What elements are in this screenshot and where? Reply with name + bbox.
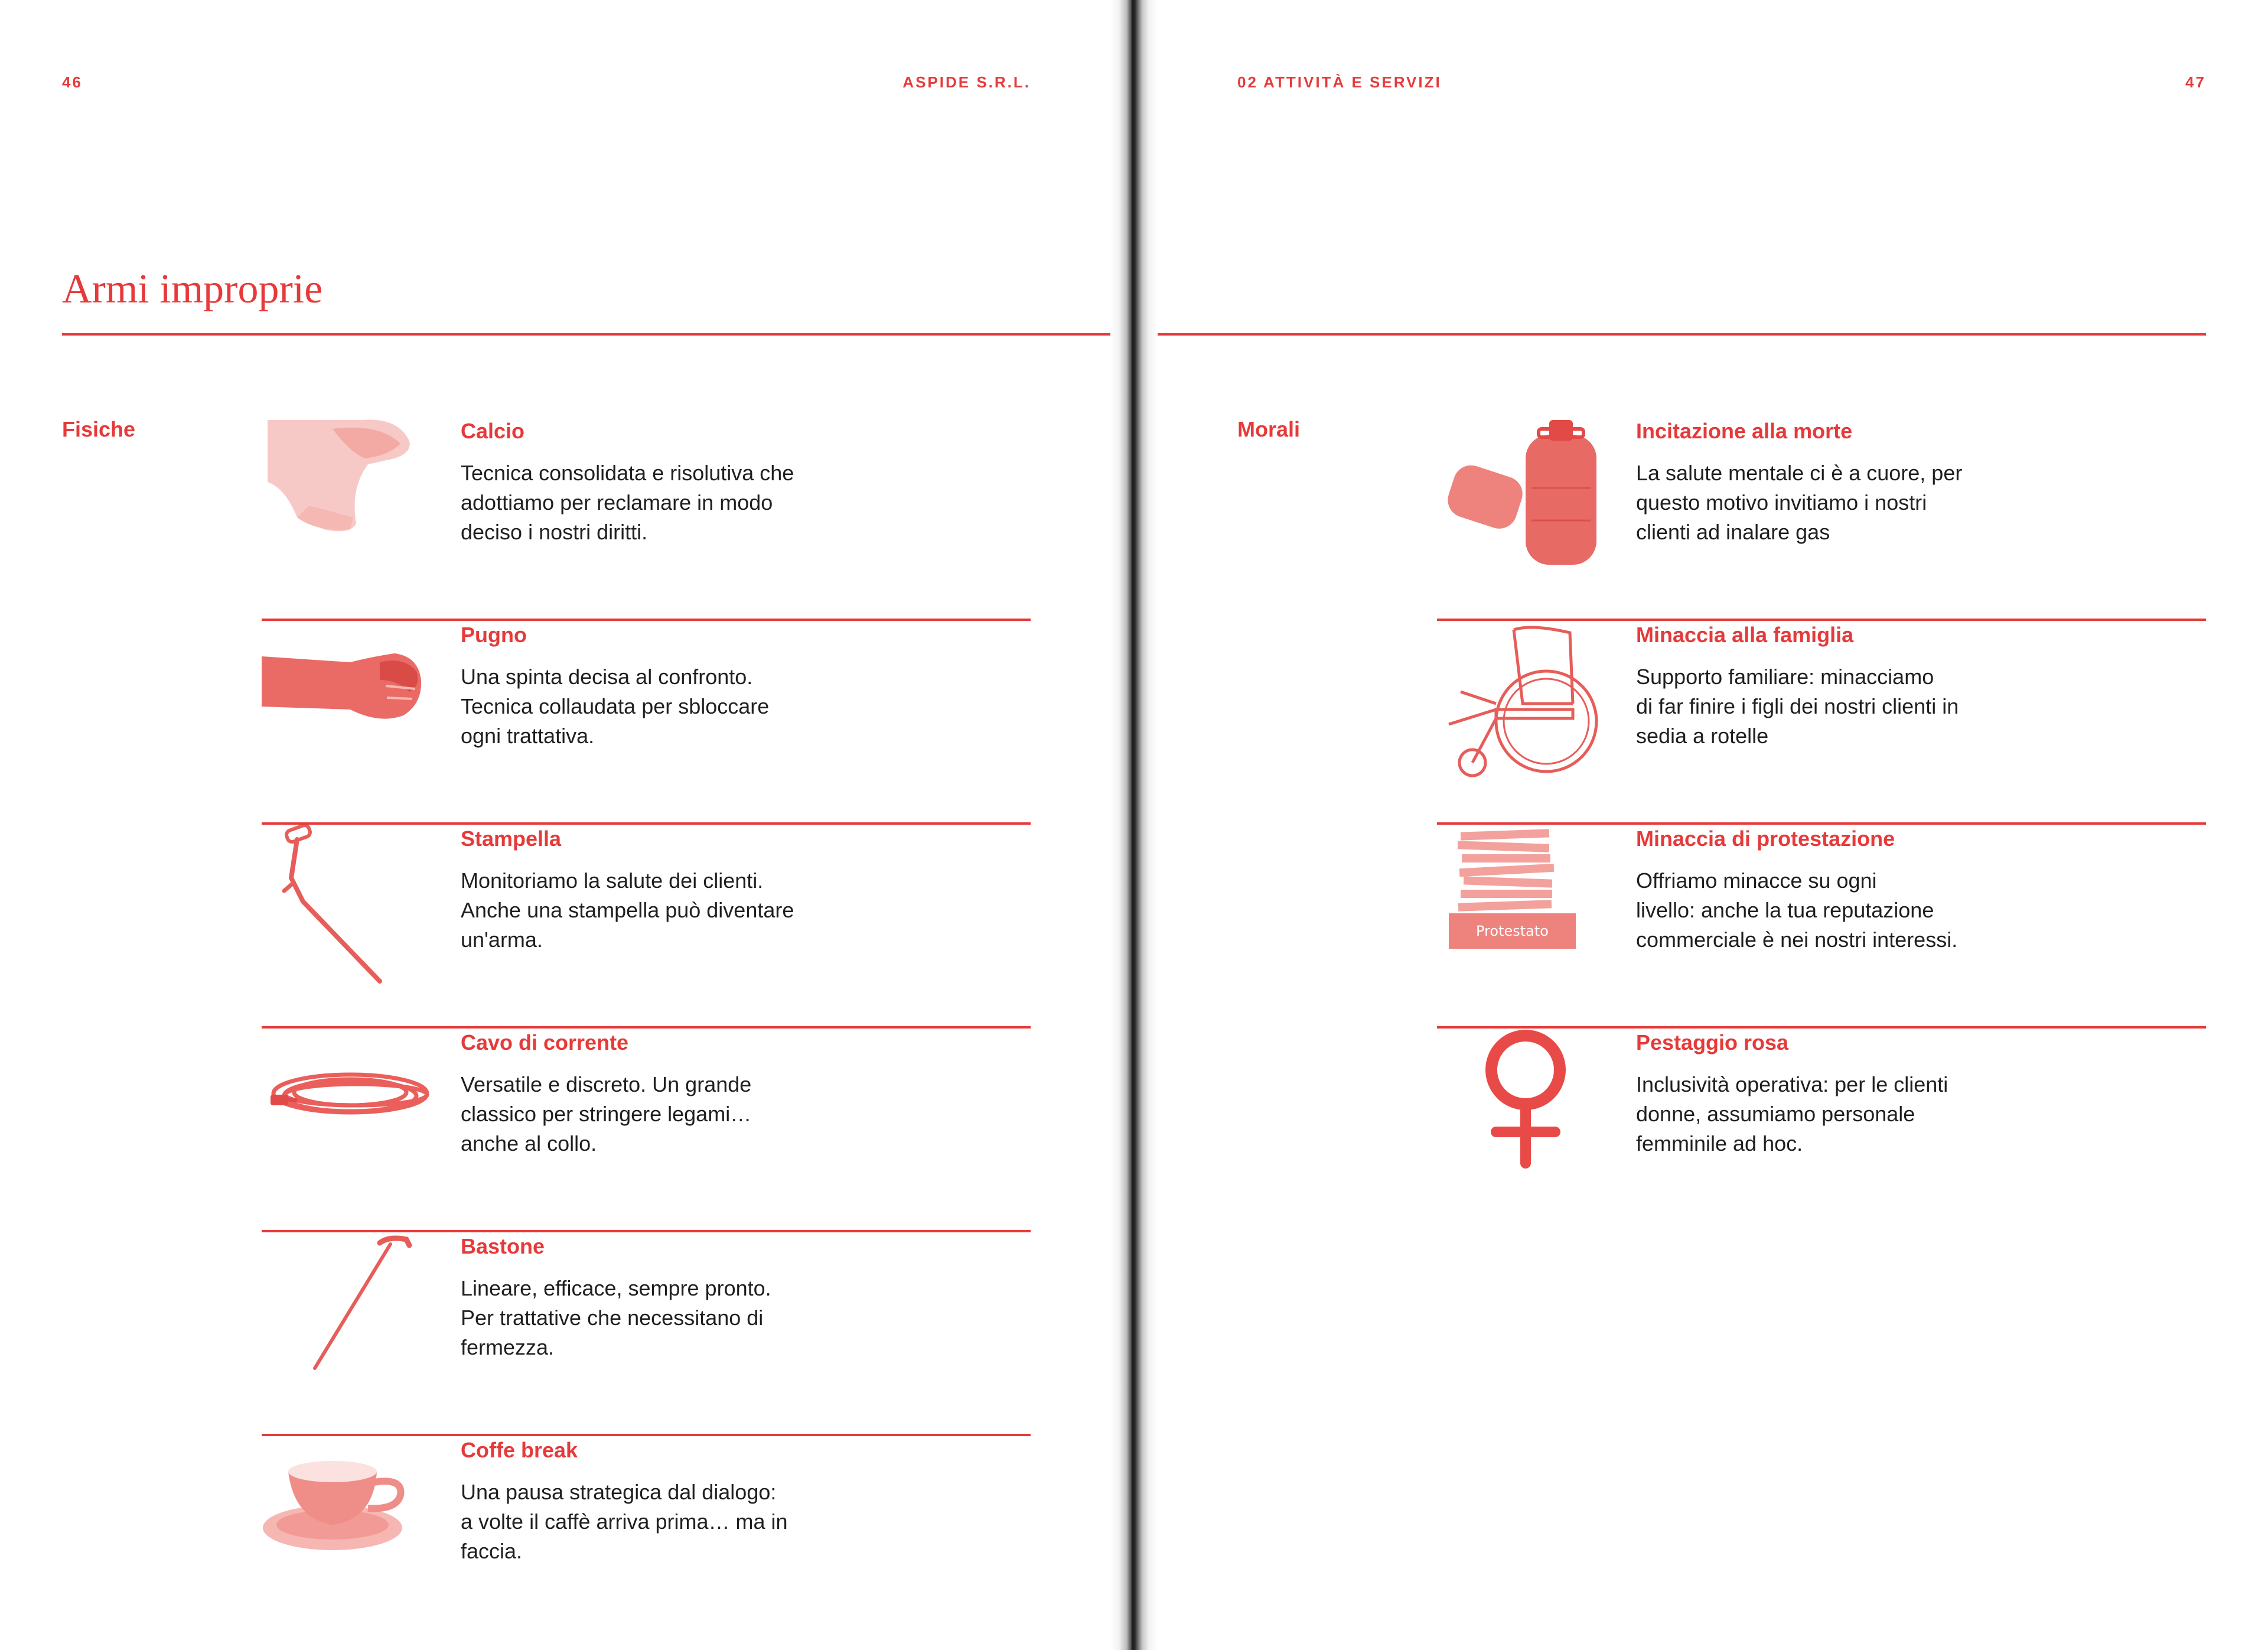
list-item <box>262 1232 1031 1436</box>
item-title: Pugno <box>461 623 527 647</box>
list-item <box>262 417 1031 621</box>
item-description: Una pausa strategica dal dialogo: a volte il caffè arriva prima… ma in faccia. <box>461 1480 788 1563</box>
item-description: Lineare, efficace, sempre pronto. Per trattative che necessitano di fermezza. <box>461 1276 771 1359</box>
wheelchair-icon <box>1437 621 1614 780</box>
running-head: ASPIDE S.R.L. <box>902 73 1031 91</box>
list-item <box>262 825 1031 1029</box>
title-rule <box>1143 333 2206 336</box>
list-item <box>262 1436 1031 1640</box>
list-item <box>262 1029 1031 1232</box>
section-label-fisiche: Fisiche <box>62 417 136 441</box>
stamp-label: Protestato <box>1476 923 1549 939</box>
item-description: Monitoriamo la salute dei clienti. Anche una stampella può diventare un'arma. <box>461 868 794 952</box>
list-item <box>262 621 1031 825</box>
page-title: Armi improprie <box>62 266 323 312</box>
page-number: 46 <box>62 73 83 91</box>
crutch-icon <box>262 825 439 984</box>
section-label-morali: Morali <box>1237 417 1301 441</box>
item-description: Una spinta decisa al confronto. Tecnica collaudata per sbloccare ogni trattativa. <box>461 665 770 748</box>
fist-icon <box>262 621 439 780</box>
coffee-cup-icon <box>262 1436 439 1596</box>
item-title: Coffe break <box>461 1438 578 1462</box>
list-item <box>1437 825 2206 1029</box>
item-title: Pestaggio rosa <box>1636 1030 1789 1055</box>
item-title: Minaccia alla famiglia <box>1636 623 1854 647</box>
walking-cane-icon <box>262 1232 439 1392</box>
item-title: Calcio <box>461 419 525 443</box>
book-gutter-shadow <box>1110 0 1158 1650</box>
paper-stack-icon <box>1437 825 1614 984</box>
item-title: Incitazione alla morte <box>1636 419 1853 443</box>
running-head: 02 ATTIVITÀ E SERVIZI <box>1237 73 1442 91</box>
list-item <box>1437 621 2206 825</box>
gas-cylinder-icon <box>1437 417 1614 577</box>
item-description: Tecnica consolidata e risolutiva che adottiamo per reclamare in modo deciso i nostri diritti. <box>461 461 794 544</box>
item-description: La salute mentale ci è a cuore, per questo motivo invitiamo i nostri clienti ad inalare gas <box>1636 461 1963 544</box>
item-description: Supporto familiare: minacciamo di far finire i figli dei nostri clienti in sedia a rotelle <box>1636 665 1959 748</box>
title-rule <box>62 333 1125 336</box>
list-item <box>1437 417 2206 621</box>
female-symbol-icon <box>1437 1029 1614 1188</box>
item-description: Offriamo minacce su ogni livello: anche la tua reputazione commerciale è nei nostri interessi. <box>1636 868 1958 952</box>
item-title: Bastone <box>461 1234 545 1258</box>
right-page <box>1143 0 2268 1650</box>
item-title: Minaccia di protestazione <box>1636 826 1895 851</box>
foot-kick-icon <box>262 417 439 577</box>
item-title: Stampella <box>461 826 562 851</box>
left-page <box>0 0 1125 1650</box>
item-description: Versatile e discreto. Un grande classico per stringere legami… anche al collo. <box>461 1072 752 1156</box>
power-cable-icon <box>262 1029 439 1188</box>
page-number: 47 <box>2185 73 2206 91</box>
item-description: Inclusività operativa: per le clienti donne, assumiamo personale femminile ad hoc. <box>1636 1072 1948 1156</box>
item-title: Cavo di corrente <box>461 1030 629 1055</box>
list-item <box>1437 1029 2206 1232</box>
